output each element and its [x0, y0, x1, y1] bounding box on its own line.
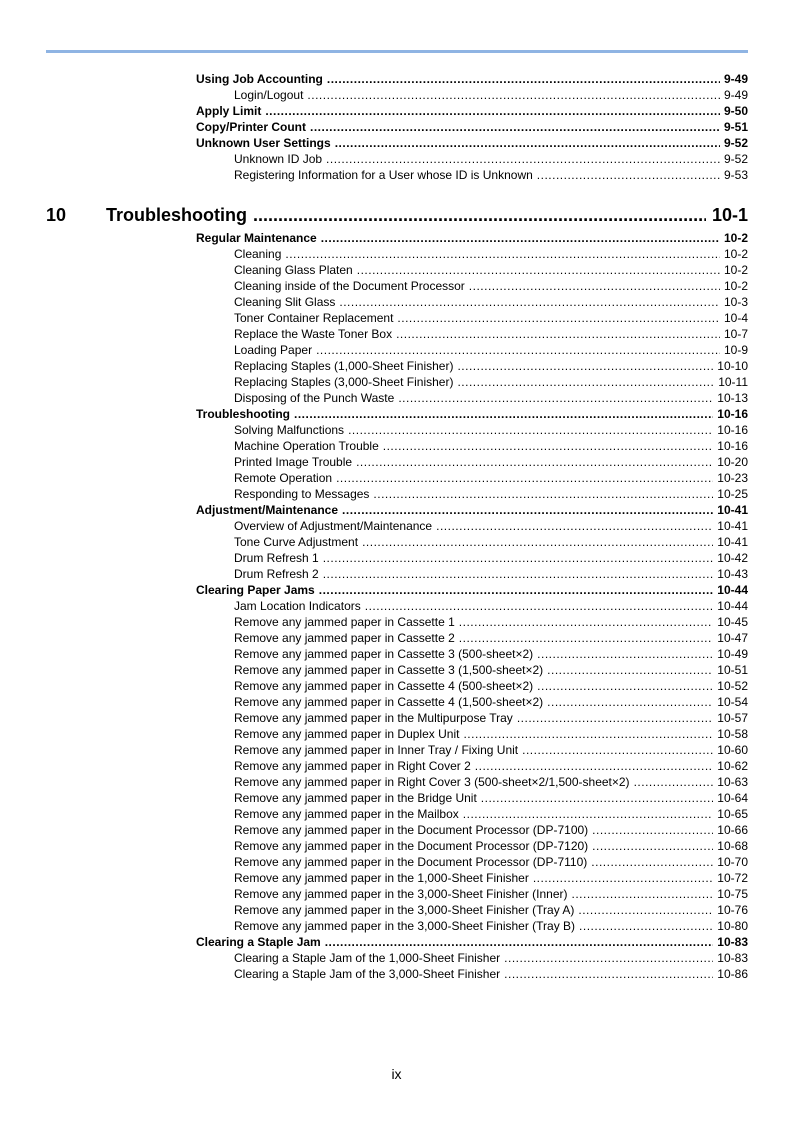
toc-subsection-entry[interactable] — [234, 343, 748, 359]
toc-entry-page: 10-7 — [723, 327, 748, 341]
toc-entry-page: 10-49 — [717, 647, 748, 661]
toc-subsection-entry[interactable] — [234, 471, 748, 487]
dot-leader — [592, 839, 713, 853]
toc-section-entry[interactable] — [196, 72, 748, 88]
toc-subsection-entry[interactable] — [234, 295, 748, 311]
dot-leader — [547, 663, 713, 677]
toc-entry-page: 10-57 — [717, 711, 748, 725]
toc-entry-title: Cleaning Glass Platen — [234, 263, 353, 277]
toc-subsection-entry[interactable] — [234, 791, 748, 807]
toc-entry-title: Replacing Staples (1,000-Sheet Finisher) — [234, 359, 454, 373]
toc-entry-title: Cleaning Slit Glass — [234, 295, 336, 309]
dot-leader — [253, 205, 706, 226]
dot-leader — [335, 136, 720, 150]
dot-leader — [327, 72, 720, 86]
toc-entry-page: 10-3 — [723, 295, 748, 309]
dot-leader — [265, 104, 720, 118]
toc-entry-page: 10-83 — [717, 951, 748, 965]
toc-subsection-entry[interactable] — [234, 711, 748, 727]
toc-entry-title: Disposing of the Punch Waste — [234, 391, 395, 405]
toc-subsection-entry[interactable] — [234, 647, 748, 663]
dot-leader — [307, 88, 720, 102]
toc-entry-page: 10-41 — [717, 535, 748, 549]
toc-entry-page: 10-41 — [717, 519, 748, 533]
toc-entry-page: 10-4 — [723, 311, 748, 325]
toc-section-entry[interactable] — [196, 120, 748, 136]
dot-leader — [285, 247, 720, 261]
toc-subsection-entry[interactable] — [234, 487, 748, 503]
dot-leader — [537, 647, 713, 661]
dot-leader — [326, 152, 720, 166]
toc-entry-page: 9-53 — [723, 168, 748, 182]
toc-entry-page: 10-43 — [717, 567, 748, 581]
toc-entry-title: Cleaning inside of the Document Processor — [234, 279, 465, 293]
toc-entry-page: 9-49 — [723, 88, 748, 102]
toc-subsection-entry[interactable] — [234, 775, 748, 791]
toc-subsection-entry[interactable] — [234, 263, 748, 279]
toc-entry-title: Clearing a Staple Jam of the 1,000-Sheet Finisher — [234, 951, 501, 965]
toc-entry-page: 10-54 — [717, 695, 748, 709]
toc-subsection-entry[interactable] — [234, 455, 748, 471]
toc-entry-title: Remove any jammed paper in Cassette 1 — [234, 615, 455, 629]
toc-entry-title: Using Job Accounting — [196, 72, 323, 86]
dot-leader — [469, 279, 720, 293]
dot-leader — [578, 903, 713, 917]
toc-subsection-entry[interactable] — [234, 615, 748, 631]
toc-section-entry[interactable] — [196, 503, 748, 519]
toc-entry-page: 10-20 — [717, 455, 748, 469]
dot-leader — [325, 935, 714, 949]
toc-subsection-entry[interactable] — [234, 327, 748, 343]
toc-entry-title: Machine Operation Trouble — [234, 439, 379, 453]
toc-entry-title: Regular Maintenance — [196, 231, 317, 245]
toc-subsection-entry[interactable] — [234, 423, 748, 439]
toc-section-entry[interactable] — [196, 231, 748, 247]
toc-entry-title: Login/Logout — [234, 88, 304, 102]
toc-entry-title: Remove any jammed paper in the Document Processor (DP-7110) — [234, 855, 588, 869]
toc-entry-page: 10-66 — [717, 823, 748, 837]
toc-entry-title: Registering Information for a User whose ID is Unknown — [234, 168, 533, 182]
toc-subsection-entry[interactable] — [234, 519, 748, 535]
toc-entry-page: 10-10 — [717, 359, 748, 373]
dot-leader — [310, 120, 720, 134]
toc-entry-title: Cleaning — [234, 247, 282, 261]
dot-leader — [336, 471, 713, 485]
dot-leader — [504, 967, 713, 981]
toc-entry-page: 9-52 — [723, 152, 748, 166]
toc-entry-title: Remove any jammed paper in Right Cover 2 — [234, 759, 471, 773]
dot-leader — [436, 519, 713, 533]
chapter-number: 10 — [46, 205, 67, 225]
toc-entry-title: Remove any jammed paper in Inner Tray / Fixing Unit — [234, 743, 519, 757]
toc-subsection-entry[interactable] — [234, 967, 748, 983]
toc-subsection-entry[interactable] — [234, 359, 748, 375]
toc-entry-title: Remove any jammed paper in Cassette 3 (500-sheet×2) — [234, 647, 534, 661]
dot-leader — [319, 583, 714, 597]
toc-entry-title: Tone Curve Adjustment — [234, 535, 359, 549]
toc-entry-title: Solving Malfunctions — [234, 423, 345, 437]
toc-subsection-entry[interactable] — [234, 663, 748, 679]
dot-leader — [481, 791, 714, 805]
toc-entry-title: Remove any jammed paper in the Bridge Unit — [234, 791, 477, 805]
dot-leader — [398, 391, 713, 405]
toc-entry-page: 10-60 — [717, 743, 748, 757]
dot-leader — [457, 359, 713, 373]
dot-leader — [362, 535, 713, 549]
dot-leader — [592, 823, 713, 837]
toc-entry-title: Jam Location Indicators — [234, 599, 361, 613]
toc-subsection-entry[interactable] — [234, 919, 748, 935]
dot-leader — [591, 855, 713, 869]
toc-entry-page: 10-44 — [717, 599, 748, 613]
toc-subsection-entry[interactable] — [234, 439, 748, 455]
toc-entry-page: 10-86 — [717, 967, 748, 981]
toc-entry-page: 9-49 — [723, 72, 748, 86]
toc-subsection-entry[interactable] — [234, 807, 748, 823]
dot-leader — [323, 551, 714, 565]
toc-entry-page: 10-47 — [717, 631, 748, 645]
toc-subsection-entry[interactable] — [234, 871, 748, 887]
toc-entry-page: 10-23 — [717, 471, 748, 485]
dot-leader — [383, 439, 714, 453]
toc-entry-title: Remote Operation — [234, 471, 333, 485]
dot-leader — [397, 311, 720, 325]
dot-leader — [357, 263, 720, 277]
dot-leader — [348, 423, 713, 437]
dot-leader — [339, 295, 720, 309]
toc-section-entry[interactable] — [196, 104, 748, 120]
toc-entry-page: 10-16 — [717, 423, 748, 437]
toc-entry-page: 10-45 — [717, 615, 748, 629]
toc-entry-title: Clearing a Staple Jam — [196, 935, 321, 949]
toc-subsection-entry[interactable] — [234, 727, 748, 743]
dot-leader — [396, 327, 720, 341]
toc-entry-page: 10-75 — [717, 887, 748, 901]
toc-entry-page: 10-41 — [717, 503, 748, 517]
toc-entry-page: 10-25 — [717, 487, 748, 501]
toc-entry-page: 10-13 — [717, 391, 748, 405]
toc-entry-page: 10-83 — [717, 935, 748, 949]
toc-entry-page: 10-63 — [717, 775, 748, 789]
toc-entry-page: 10-70 — [717, 855, 748, 869]
toc-entry-page: 10-2 — [723, 231, 748, 245]
toc-entry-title: Remove any jammed paper in the Mailbox — [234, 807, 459, 821]
toc-subsection-entry[interactable] — [234, 759, 748, 775]
toc-entry-page: 10-51 — [717, 663, 748, 677]
toc-entry-page: 10-58 — [717, 727, 748, 741]
dot-leader — [634, 775, 714, 789]
toc-entry-title: Copy/Printer Count — [196, 120, 306, 134]
toc-entry-page: 10-64 — [717, 791, 748, 805]
toc-subsection-entry[interactable] — [234, 823, 748, 839]
toc-entry-page: 10-16 — [717, 439, 748, 453]
toc-subsection-entry[interactable] — [234, 247, 748, 263]
toc-entry-page: 9-52 — [723, 136, 748, 150]
toc-entry-title: Remove any jammed paper in the 3,000-Sheet Finisher (Tray A) — [234, 903, 575, 917]
toc-entry-title: Toner Container Replacement — [234, 311, 394, 325]
toc-entry-title: Remove any jammed paper in Duplex Unit — [234, 727, 460, 741]
toc-entry-page: 10-44 — [717, 583, 748, 597]
toc-entry-page: 10-11 — [718, 375, 748, 389]
toc-subsection-entry[interactable] — [234, 535, 748, 551]
dot-leader — [294, 407, 713, 421]
dot-leader — [457, 375, 714, 389]
toc-subsection-entry[interactable] — [234, 311, 748, 327]
dot-leader — [356, 455, 713, 469]
dot-leader — [579, 919, 713, 933]
toc-subsection-entry[interactable] — [234, 695, 748, 711]
dot-leader — [533, 871, 713, 885]
dot-leader — [463, 807, 714, 821]
toc-entry-title: Remove any jammed paper in Cassette 4 (1,500-sheet×2) — [234, 695, 544, 709]
toc-subsection-entry[interactable] — [234, 599, 748, 615]
toc-entry-title: Replace the Waste Toner Box — [234, 327, 393, 341]
toc-entry-page: 10-42 — [717, 551, 748, 565]
dot-leader — [459, 631, 714, 645]
toc-entry-page: 10-65 — [717, 807, 748, 821]
toc-entry-page: 10-80 — [717, 919, 748, 933]
toc-entry-title: Remove any jammed paper in Cassette 4 (500-sheet×2) — [234, 679, 534, 693]
toc-entry-title: Printed Image Trouble — [234, 455, 353, 469]
dot-leader — [342, 503, 713, 517]
page-number: ix — [391, 1066, 402, 1082]
toc-subsection-entry[interactable] — [234, 152, 748, 168]
toc-entry-title: Remove any jammed paper in the Document Processor (DP-7100) — [234, 823, 589, 837]
toc-entry-page: 10-16 — [717, 407, 748, 421]
toc-entry-title: Remove any jammed paper in the 3,000-Sheet Finisher (Tray B) — [234, 919, 576, 933]
toc-entry-title: Remove any jammed paper in the Multipurpose Tray — [234, 711, 513, 725]
toc-section-entry[interactable] — [196, 583, 748, 599]
dot-leader — [321, 231, 720, 245]
toc-section-entry[interactable] — [196, 407, 748, 423]
toc-entry-page: 10-76 — [717, 903, 748, 917]
toc-entry-title: Remove any jammed paper in the Document Processor (DP-7120) — [234, 839, 589, 853]
dot-leader — [572, 887, 714, 901]
toc-subsection-entry[interactable] — [234, 391, 748, 407]
dot-leader — [547, 695, 713, 709]
toc-entry-title: Loading Paper — [234, 343, 313, 357]
toc-subsection-entry[interactable] — [234, 887, 748, 903]
toc-entry-page: 10-2 — [723, 263, 748, 277]
dot-leader — [522, 743, 713, 757]
dot-leader — [323, 567, 714, 581]
toc-entry-page: 9-51 — [723, 120, 748, 134]
dot-leader — [537, 679, 713, 693]
dot-leader — [463, 727, 713, 741]
toc-subsection-entry[interactable] — [234, 631, 748, 647]
toc-entry-title: Responding to Messages — [234, 487, 370, 501]
toc-subsection-entry[interactable] — [234, 679, 748, 695]
toc-subsection-entry[interactable] — [234, 855, 748, 871]
toc-entry-title: Clearing a Staple Jam of the 3,000-Sheet Finisher — [234, 967, 501, 981]
dot-leader — [475, 759, 714, 773]
toc-entry-title: Drum Refresh 1 — [234, 551, 319, 565]
toc-subsection-entry[interactable] — [234, 168, 748, 184]
toc-entry-page: 10-2 — [723, 279, 748, 293]
toc-entry-title: Troubleshooting — [196, 407, 290, 421]
toc-entry-title: Apply Limit — [196, 104, 262, 118]
chapter-page: 10-1 — [711, 205, 748, 225]
toc-subsection-entry[interactable] — [234, 279, 748, 295]
toc-entry-page: 9-50 — [723, 104, 748, 118]
dot-leader — [373, 487, 713, 501]
toc-subsection-entry[interactable] — [234, 551, 748, 567]
toc-entry-page: 10-68 — [717, 839, 748, 853]
toc-entry-page: 10-72 — [717, 871, 748, 885]
toc-entry-title: Replacing Staples (3,000-Sheet Finisher) — [234, 375, 454, 389]
toc-entry-page: 10-62 — [717, 759, 748, 773]
toc-entry-title: Remove any jammed paper in Right Cover 3 (500-sheet×2/1,500-sheet×2) — [234, 775, 630, 789]
toc-section-entry[interactable] — [196, 136, 748, 152]
dot-leader — [504, 951, 713, 965]
toc-subsection-entry[interactable] — [234, 375, 748, 391]
dot-leader — [459, 615, 714, 629]
toc-entry-page: 10-2 — [723, 247, 748, 261]
dot-leader — [316, 343, 720, 357]
toc-subsection-entry[interactable] — [234, 951, 748, 967]
dot-leader — [365, 599, 714, 613]
chapter-title: Troubleshooting — [106, 205, 247, 225]
dot-leader — [537, 168, 720, 182]
toc-entry-title: Remove any jammed paper in Cassette 2 — [234, 631, 455, 645]
toc-entry-page: 10-52 — [717, 679, 748, 693]
toc-subsection-entry[interactable] — [234, 839, 748, 855]
toc-entry-title: Remove any jammed paper in Cassette 3 (1,500-sheet×2) — [234, 663, 544, 677]
toc-entry-title: Unknown User Settings — [196, 136, 331, 150]
toc-entry-title: Drum Refresh 2 — [234, 567, 319, 581]
toc-subsection-entry[interactable] — [234, 903, 748, 919]
toc-entry-title: Remove any jammed paper in the 3,000-Sheet Finisher (Inner) — [234, 887, 568, 901]
toc-entry-title: Unknown ID Job — [234, 152, 323, 166]
toc-entry-title: Clearing Paper Jams — [196, 583, 315, 597]
toc-entry-title: Overview of Adjustment/Maintenance — [234, 519, 433, 533]
dot-leader — [517, 711, 713, 725]
toc-subsection-entry[interactable] — [234, 567, 748, 583]
header-rule — [46, 50, 748, 53]
toc-entry-title: Adjustment/Maintenance — [196, 503, 339, 517]
toc-section-entry[interactable] — [196, 935, 748, 951]
toc-entry-page: 10-9 — [723, 343, 748, 357]
chapter-heading[interactable] — [46, 205, 748, 229]
toc-entry-title: Remove any jammed paper in the 1,000-Sheet Finisher — [234, 871, 529, 885]
toc-subsection-entry[interactable] — [234, 88, 748, 104]
toc-subsection-entry[interactable] — [234, 743, 748, 759]
